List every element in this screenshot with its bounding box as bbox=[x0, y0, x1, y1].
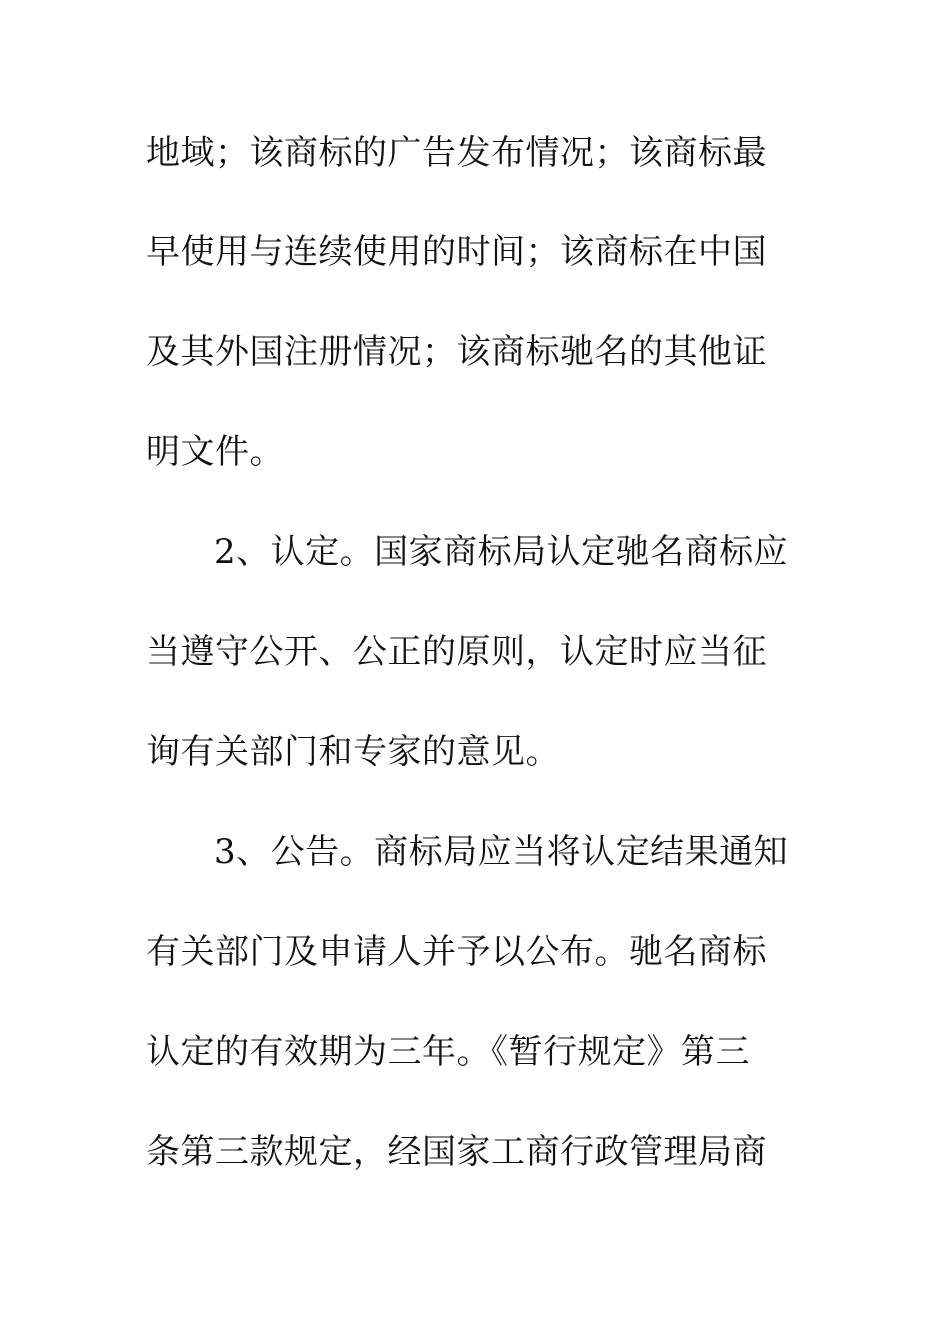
text-line: 认定的有效期为三年。《暂行规定》第三 bbox=[146, 1032, 750, 1072]
text-line: 明文件。 bbox=[146, 432, 284, 472]
text-line: 询有关部门和专家的意见。 bbox=[146, 732, 560, 772]
paragraph-2-first-line: 2、认定。国家商标局认定驰名商标应 bbox=[214, 532, 789, 572]
text-line: 及其外国注册情况；该商标驰名的其他证 bbox=[146, 332, 767, 372]
text-line: 地域；该商标的广告发布情况；该商标最 bbox=[146, 133, 767, 173]
text-line: 当遵守公开、公正的原则，认定时应当征 bbox=[146, 632, 767, 672]
paragraph-3-first-line: 3、公告。商标局应当将认定结果通知 bbox=[214, 832, 789, 872]
text-line: 条第三款规定，经国家工商行政管理局商 bbox=[146, 1132, 767, 1172]
text-line: 有关部门及申请人并予以公布。驰名商标 bbox=[146, 932, 767, 972]
text-line: 早使用与连续使用的时间；该商标在中国 bbox=[146, 232, 767, 272]
